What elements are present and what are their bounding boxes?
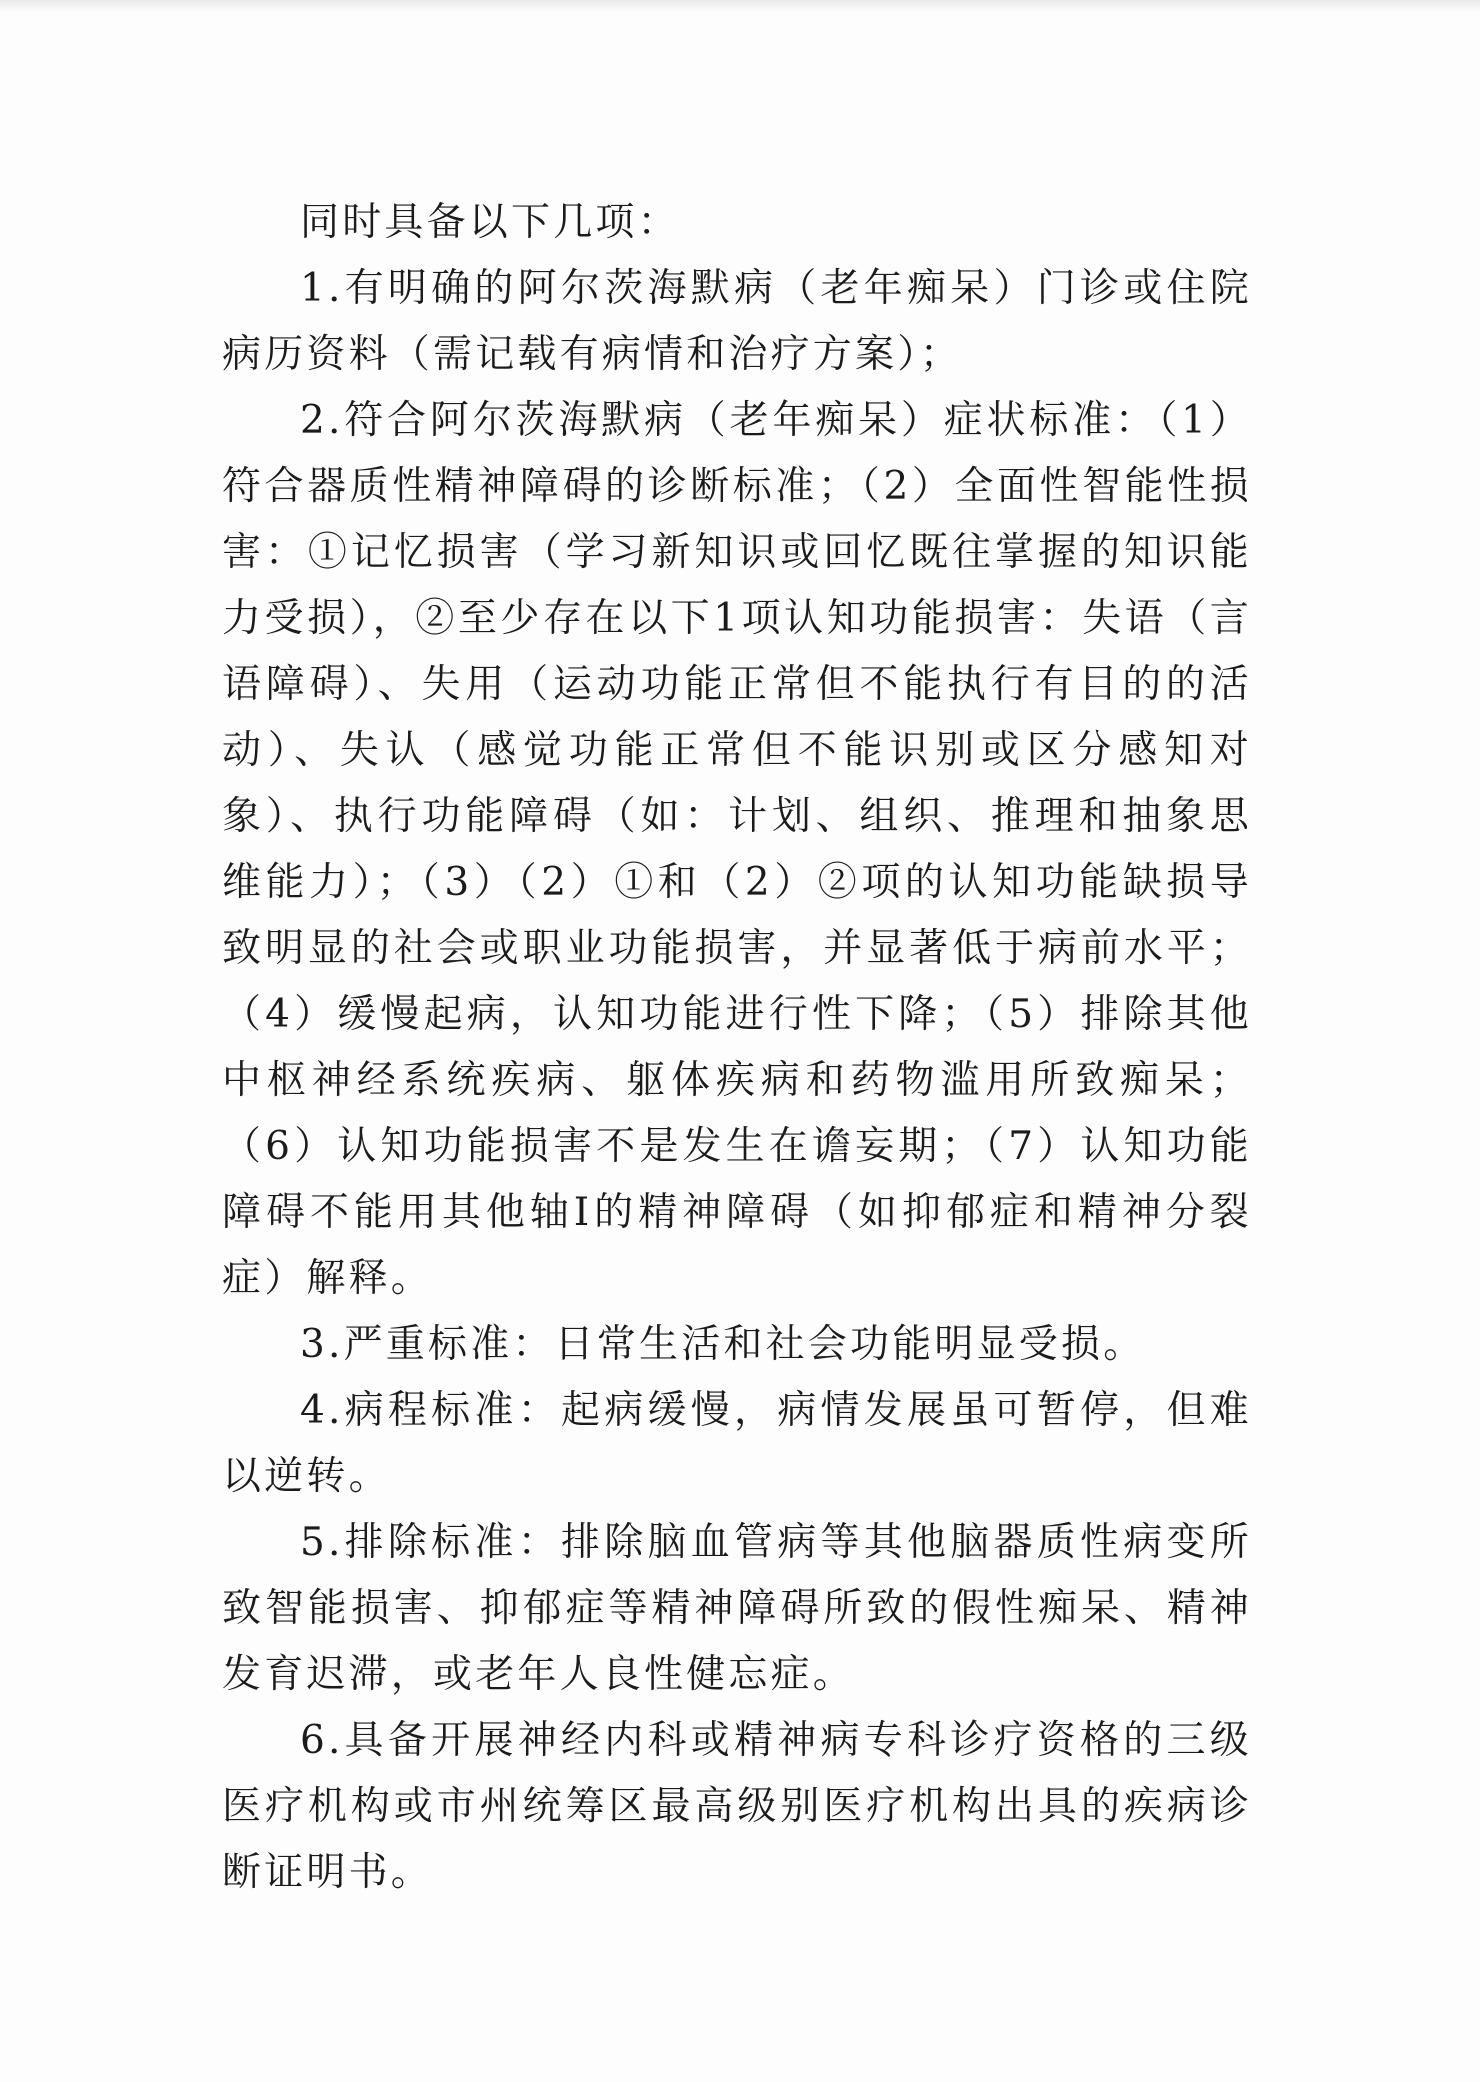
paragraph-item-3: 3.严重标准：日常生活和社会功能明显受损。 — [300, 1322, 1146, 1367]
paragraph-item-4: 4.病程标准：起病缓慢，病情发展虽可暂停，但难以逆转。 — [222, 1388, 1252, 1499]
paragraph-item-6: 6.具备开展神经内科或精神病专科诊疗资格的三级医疗机构或市州统筹区最高级别医疗机构出具的疾病诊断证明书。 — [222, 1718, 1252, 1895]
paragraph-intro: 同时具备以下几项： — [300, 200, 680, 245]
paragraph-item-2: 2.符合阿尔茨海默病（老年痴呆）症状标准：（1）符合器质性精神障碍的诊断标准；（2）全面性智能性损害：①记忆损害（学习新知识或回忆既往掌握的知识能力受损），②至少存在以下1项认知功能损害：失语（言语障碍）、失用（运动功能正常但不能执行有目的的活动）、失认（感觉功能正常但不能识别或区分感知对象）、执行功能障碍（如：计划、组织、推理和抽象思维能力）；（3）（2）①和（2）②项的认知功能缺损导致明显的社会或职业功能损害，并显著低于病前水平；（4）缓慢起病，认知功能进行性下降；（5）排除其他中枢神经系统疾病、躯体疾病和药物滥用所致痴呆；（6）认知功能损害不是发生在谵妄期；（7）认知功能障碍不能用其他轴Ⅰ的精神障碍（如抑郁症和精神分裂症）解释。 — [222, 398, 1252, 1301]
document-body — [222, 190, 1252, 1906]
paragraph-item-5: 5.排除标准：排除脑血管病等其他脑器质性病变所致智能损害、抑郁症等精神障碍所致的假性痴呆、精神发育迟滞，或老年人良性健忘症。 — [222, 1520, 1252, 1697]
scan-edge-shadow — [0, 0, 1480, 12]
paragraph-item-1: 1.有明确的阿尔茨海默病（老年痴呆）门诊或住院病历资料（需记载有病情和治疗方案）； — [222, 266, 1252, 377]
